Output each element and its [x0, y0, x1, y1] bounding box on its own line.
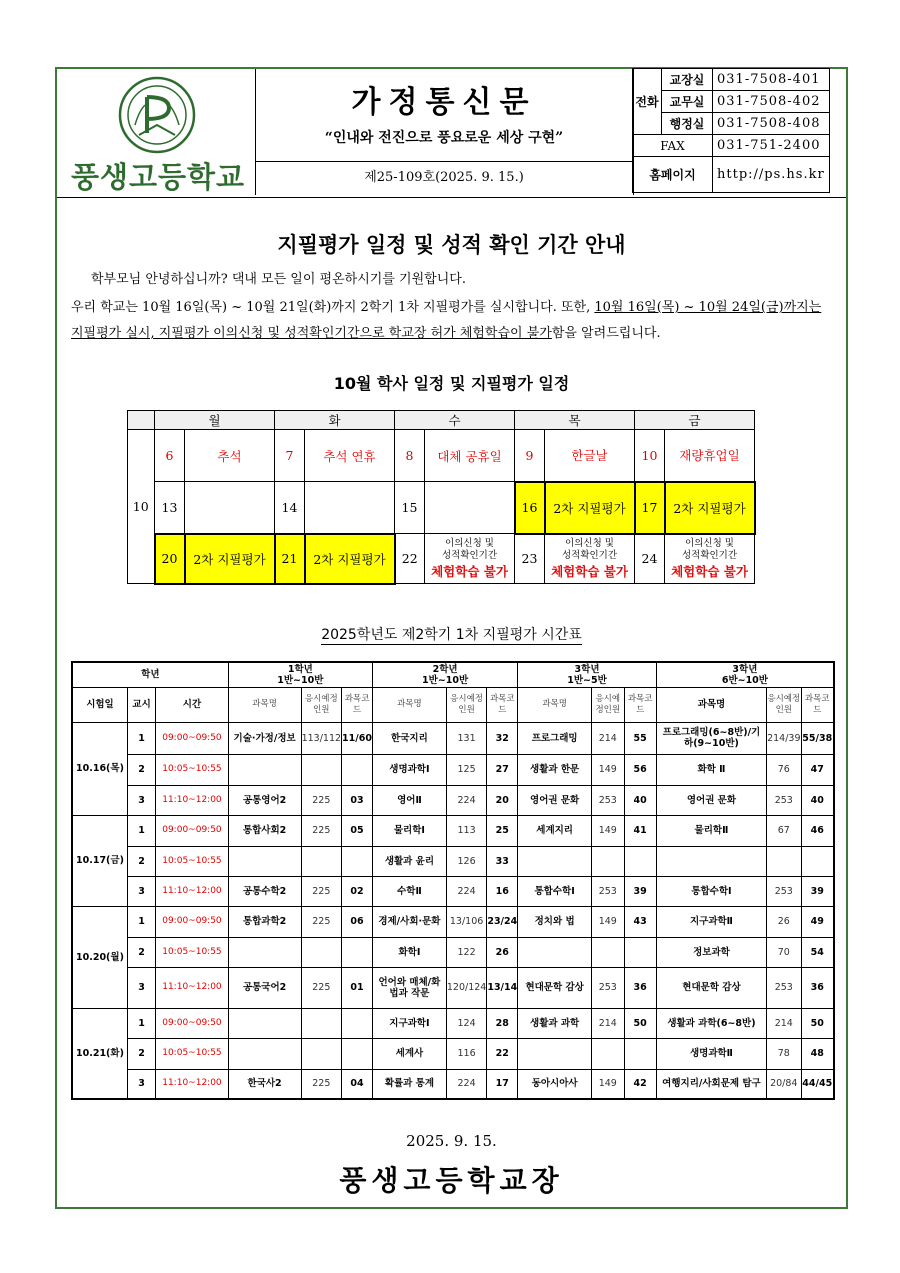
student-count: 253 — [592, 967, 625, 1008]
school-motto: “인내와 전진으로 풍요로운 세상 구현” — [324, 130, 564, 146]
subject-code: 22 — [487, 1038, 518, 1069]
no-trip-text: 체험학습 불가 — [551, 563, 628, 579]
table-row — [72, 1008, 834, 1038]
code-header: 과목코드 — [801, 687, 834, 722]
group-classes: 6반~10반 — [721, 674, 768, 686]
student-count: 78 — [767, 1038, 801, 1069]
student-count: 214 — [592, 722, 625, 754]
exam-time: 11:10~12:00 — [156, 1069, 228, 1099]
subject-name — [228, 754, 301, 785]
exam-event: 2차 지필평가 — [665, 482, 755, 534]
subject-header: 과목명 — [518, 687, 592, 722]
student-count: 120/124 — [446, 967, 486, 1008]
student-count: 214/39 — [767, 722, 801, 754]
subject-name: 한국지리 — [372, 722, 446, 754]
subject-name: 생활과 한문 — [518, 754, 592, 785]
subject-code: 43 — [624, 906, 656, 937]
no-trip-text: 체험학습 불가 — [431, 563, 508, 579]
subject-code: 33 — [487, 846, 518, 876]
subject-code: 02 — [342, 876, 373, 906]
subject-code — [342, 754, 373, 785]
group-header — [228, 662, 372, 687]
exam-time: 10:05~10:55 — [156, 754, 228, 785]
code-header: 과목코드 — [624, 687, 656, 722]
student-count: 214 — [592, 1008, 625, 1038]
table-row — [72, 785, 834, 815]
period-header: 교시 — [127, 687, 155, 722]
exam-time: 09:00~09:50 — [156, 815, 228, 846]
exam-date: 10.21(화) — [72, 1008, 127, 1099]
event — [185, 482, 275, 534]
student-count — [592, 846, 625, 876]
corner — [128, 411, 155, 430]
subject-code: 11/60 — [342, 722, 373, 754]
subject-name: 현대문학 감상 — [518, 967, 592, 1008]
student-count — [301, 754, 341, 785]
period: 2 — [127, 754, 155, 785]
subject-name: 경제/사회·문화 — [372, 906, 446, 937]
period: 3 — [127, 785, 155, 815]
underlined-text: 10월 16일(목) ~ 10월 24일(금)까지는 — [594, 300, 822, 315]
appeal-cell — [545, 534, 635, 584]
student-count: 125 — [446, 754, 486, 785]
notice-line-2 — [71, 295, 821, 321]
student-count: 20/84 — [767, 1069, 801, 1099]
exam-event: 2차 지필평가 — [305, 534, 395, 584]
table-row — [72, 937, 834, 967]
student-count: 149 — [592, 754, 625, 785]
greeting: 학부모님 안녕하십니까? 댁내 모든 일이 평온하시기를 기원합니다. — [91, 272, 466, 287]
table-row — [72, 967, 834, 1008]
subject-name: 물리학Ⅰ — [372, 815, 446, 846]
subject-code — [801, 846, 834, 876]
subject-name: 지구과학Ⅱ — [656, 906, 766, 937]
subject-name: 통합사회2 — [228, 815, 301, 846]
subject-code: 56 — [624, 754, 656, 785]
exam-date: 10.17(금) — [72, 815, 127, 906]
subject-name — [656, 846, 766, 876]
subject-name — [228, 937, 301, 967]
group-classes: 1반~5반 — [567, 674, 607, 686]
subject-name: 영어권 문화 — [518, 785, 592, 815]
student-count: 253 — [767, 967, 801, 1008]
subject-name: 생활과 과학(6~8반) — [656, 1008, 766, 1038]
date: 9 — [515, 430, 545, 482]
period: 2 — [127, 1038, 155, 1069]
code-header: 과목코드 — [487, 687, 518, 722]
count-header: 응시예정인원 — [446, 687, 486, 722]
group-grade: 3학년 — [574, 663, 600, 675]
subject-code: 36 — [801, 967, 834, 1008]
subject-name: 언어와 매체/화법과 작문 — [372, 967, 446, 1008]
group-grade: 2학년 — [432, 663, 458, 675]
subject-name: 지구과학Ⅰ — [372, 1008, 446, 1038]
student-count: 13/106 — [446, 906, 486, 937]
subject-name: 영어권 문화 — [656, 785, 766, 815]
title-cell — [255, 69, 634, 162]
group-header — [656, 662, 834, 687]
event — [305, 482, 395, 534]
period: 3 — [127, 876, 155, 906]
contact-label: 교장실 — [662, 69, 713, 91]
event — [425, 482, 515, 534]
student-count: 124 — [446, 1008, 486, 1038]
event: 추석 연휴 — [305, 430, 395, 482]
student-count: 253 — [767, 876, 801, 906]
subject-name: 프로그래밍 — [518, 722, 592, 754]
exam-time: 10:05~10:55 — [156, 1038, 228, 1069]
school-logo — [57, 69, 256, 195]
day-header: 목 — [515, 411, 635, 430]
subject-name: 공통국어2 — [228, 967, 301, 1008]
subject-code: 28 — [487, 1008, 518, 1038]
period: 3 — [127, 1069, 155, 1099]
date: 15 — [395, 482, 425, 534]
subject-code: 36 — [624, 967, 656, 1008]
subject-code: 48 — [801, 1038, 834, 1069]
subject-code: 16 — [487, 876, 518, 906]
event: 대체 공휴일 — [425, 430, 515, 482]
exam-time: 11:10~12:00 — [156, 876, 228, 906]
code-header: 과목코드 — [342, 687, 373, 722]
subject-code: 26 — [487, 937, 518, 967]
event: 재량휴업일 — [665, 430, 755, 482]
event: 한글날 — [545, 430, 635, 482]
subject-name: 생활과 윤리 — [372, 846, 446, 876]
grade-header: 학년 — [72, 662, 228, 687]
date: 7 — [275, 430, 305, 482]
student-count: 149 — [592, 815, 625, 846]
date-header: 시험일 — [72, 687, 127, 722]
student-count: 225 — [301, 876, 341, 906]
subject-code: 55 — [624, 722, 656, 754]
group-header — [518, 662, 657, 687]
date: 16 — [515, 482, 545, 534]
subject-code: 50 — [624, 1008, 656, 1038]
subject-code: 39 — [801, 876, 834, 906]
subject-header: 과목명 — [228, 687, 301, 722]
subject-name: 화학Ⅰ — [372, 937, 446, 967]
event: 추석 — [185, 430, 275, 482]
subject-code — [342, 846, 373, 876]
student-count: 149 — [592, 1069, 625, 1099]
underlined-text: 지필평가 실시, 지필평가 이의신청 및 성적확인기간으로 학교장 허가 체험학습이 불가 — [71, 326, 552, 341]
student-count: 253 — [592, 876, 625, 906]
appeal-text: 성적확인기간 — [441, 549, 498, 561]
contact-value: 031-7508-401 — [713, 69, 830, 91]
appeal-cell — [425, 534, 515, 584]
day-header: 화 — [275, 411, 395, 430]
subject-code: 54 — [801, 937, 834, 967]
subject-name: 프로그래밍(6~8반)/기하(9~10반) — [656, 722, 766, 754]
student-count: 126 — [446, 846, 486, 876]
period: 3 — [127, 967, 155, 1008]
exam-time: 10:05~10:55 — [156, 846, 228, 876]
subject-code: 01 — [342, 967, 373, 1008]
student-count — [301, 1038, 341, 1069]
subject-code: 20 — [487, 785, 518, 815]
student-count: 122 — [446, 937, 486, 967]
count-header: 응시예정인원 — [592, 687, 625, 722]
exam-event: 2차 지필평가 — [545, 482, 635, 534]
subject-code: 32 — [487, 722, 518, 754]
subject-name: 영어Ⅱ — [372, 785, 446, 815]
appeal-text: 성적확인기간 — [681, 549, 738, 561]
subject-name: 현대문학 감상 — [656, 967, 766, 1008]
appeal-cell — [665, 534, 755, 584]
student-count: 67 — [767, 815, 801, 846]
date: 21 — [275, 534, 305, 584]
subject-header: 과목명 — [372, 687, 446, 722]
count-header: 응시예정인원 — [767, 687, 801, 722]
subject-code: 46 — [801, 815, 834, 846]
subject-code: 03 — [342, 785, 373, 815]
appeal-text: 이의신청 및 — [445, 537, 494, 549]
exam-time: 11:10~12:00 — [156, 967, 228, 1008]
subject-code: 40 — [801, 785, 834, 815]
subject-code: 47 — [801, 754, 834, 785]
subject-code: 04 — [342, 1069, 373, 1099]
subject-code: 40 — [624, 785, 656, 815]
contact-value: 031-7508-408 — [713, 113, 830, 135]
student-count: 131 — [446, 722, 486, 754]
table-row — [72, 1038, 834, 1069]
subject-name: 한국사2 — [228, 1069, 301, 1099]
table-row — [72, 754, 834, 785]
subject-code — [342, 1008, 373, 1038]
exam-time: 10:05~10:55 — [156, 937, 228, 967]
date: 20 — [155, 534, 185, 584]
group-grade: 3학년 — [732, 663, 758, 675]
date: 22 — [395, 534, 425, 584]
subject-code: 50 — [801, 1008, 834, 1038]
subject-name: 수학Ⅱ — [372, 876, 446, 906]
subject-code: 13/14 — [487, 967, 518, 1008]
newsletter-title: 가정통신문 — [351, 85, 537, 120]
subject-name — [228, 1038, 301, 1069]
count-header: 응시예정인원 — [301, 687, 341, 722]
subject-code: 05 — [342, 815, 373, 846]
table-row — [72, 722, 834, 754]
table-row — [72, 1069, 834, 1099]
day-header: 수 — [395, 411, 515, 430]
subject-name: 생명과학Ⅱ — [656, 1038, 766, 1069]
student-count — [592, 937, 625, 967]
subject-name — [518, 937, 592, 967]
principal-signature: 풍생고등학교장 — [339, 1164, 564, 1197]
timetable-title — [57, 624, 846, 644]
student-count: 224 — [446, 876, 486, 906]
period: 2 — [127, 846, 155, 876]
subject-code: 49 — [801, 906, 834, 937]
subject-name — [228, 1008, 301, 1038]
subject-name: 확률과 통계 — [372, 1069, 446, 1099]
student-count — [767, 846, 801, 876]
contact-label: 교무실 — [662, 91, 713, 113]
subject-code: 23/24 — [487, 906, 518, 937]
date: 6 — [155, 430, 185, 482]
student-count: 214 — [767, 1008, 801, 1038]
subject-name: 세계지리 — [518, 815, 592, 846]
subject-name: 화학 Ⅱ — [656, 754, 766, 785]
phone-label: 전화 — [633, 69, 662, 135]
group-header — [372, 662, 517, 687]
school-name-logo: 풍생고등학교 — [70, 160, 246, 194]
subject-name: 여행지리/사회문제 탐구 — [656, 1069, 766, 1099]
date: 14 — [275, 482, 305, 534]
subject-code — [624, 1038, 656, 1069]
student-count: 113 — [446, 815, 486, 846]
homepage-label: 홈페이지 — [633, 157, 713, 193]
subject-code: 55/38 — [801, 722, 834, 754]
issue-number: 제25-109호(2025. 9. 15.) — [255, 161, 634, 195]
student-count: 76 — [767, 754, 801, 785]
subject-code: 44/45 — [801, 1069, 834, 1099]
appeal-text: 이의신청 및 — [565, 537, 614, 549]
exam-time: 09:00~09:50 — [156, 906, 228, 937]
student-count: 225 — [301, 785, 341, 815]
student-count — [301, 846, 341, 876]
student-count: 70 — [767, 937, 801, 967]
student-count: 225 — [301, 967, 341, 1008]
group-grade: 1학년 — [287, 663, 313, 675]
student-count — [592, 1038, 625, 1069]
notice-line-3 — [71, 321, 661, 347]
student-count: 225 — [301, 815, 341, 846]
subject-name: 생명과학Ⅰ — [372, 754, 446, 785]
date: 13 — [155, 482, 185, 534]
exam-timetable — [71, 661, 835, 1100]
subject-name: 동아시아사 — [518, 1069, 592, 1099]
day-header: 금 — [635, 411, 755, 430]
student-count: 224 — [446, 785, 486, 815]
period: 1 — [127, 815, 155, 846]
subject-name: 세계사 — [372, 1038, 446, 1069]
subject-name: 공통영어2 — [228, 785, 301, 815]
contact-value: 031-7508-402 — [713, 91, 830, 113]
text: 우리 학교는 10월 16일(목) ~ 10월 21일(화)까지 2학기 1차 지필평가를 실시합니다. 또한, — [71, 300, 595, 315]
subject-code: 42 — [624, 1069, 656, 1099]
fax-label: FAX — [633, 135, 713, 157]
subject-name: 정보과학 — [656, 937, 766, 967]
subject-code — [342, 1038, 373, 1069]
subject-code: 41 — [624, 815, 656, 846]
school-seal-icon — [117, 75, 197, 155]
contact-label: 행정실 — [662, 113, 713, 135]
student-count: 253 — [592, 785, 625, 815]
time-header: 시간 — [156, 687, 228, 722]
month-cell: 10 — [128, 430, 155, 584]
day-header: 월 — [155, 411, 275, 430]
contact-info — [633, 69, 846, 195]
exam-date: 10.20(월) — [72, 906, 127, 1008]
subject-code: 39 — [624, 876, 656, 906]
exam-time: 11:10~12:00 — [156, 785, 228, 815]
period: 1 — [127, 906, 155, 937]
table-row — [72, 906, 834, 937]
timetable-title-text: 2025학년도 제2학기 1차 지필평가 시간표 — [321, 627, 582, 643]
subject-name: 정치와 법 — [518, 906, 592, 937]
notice-title: 지필평가 일정 및 성적 확인 기간 안내 — [277, 233, 626, 257]
student-count: 26 — [767, 906, 801, 937]
subject-code: 25 — [487, 815, 518, 846]
subject-header: 과목명 — [656, 687, 766, 722]
subject-name — [518, 846, 592, 876]
appeal-text: 성적확인기간 — [561, 549, 618, 561]
october-calendar — [127, 410, 756, 585]
date: 17 — [635, 482, 665, 534]
exam-date: 10.16(목) — [72, 722, 127, 815]
subject-name — [518, 1038, 592, 1069]
homepage-link[interactable]: http://ps.hs.kr — [713, 157, 830, 193]
subject-name: 기술·가정/정보 — [228, 722, 301, 754]
no-trip-text: 체험학습 불가 — [671, 563, 748, 579]
table-row — [72, 876, 834, 906]
student-count — [301, 1008, 341, 1038]
subject-code: 17 — [487, 1069, 518, 1099]
subject-code — [624, 846, 656, 876]
subject-code: 27 — [487, 754, 518, 785]
student-count: 253 — [767, 785, 801, 815]
student-count — [301, 937, 341, 967]
student-count: 225 — [301, 1069, 341, 1099]
subject-name: 통합수학Ⅰ — [518, 876, 592, 906]
signature-date: 2025. 9. 15. — [406, 1132, 497, 1150]
period: 1 — [127, 1008, 155, 1038]
student-count: 225 — [301, 906, 341, 937]
subject-code: 06 — [342, 906, 373, 937]
appeal-text: 이의신청 및 — [685, 537, 734, 549]
student-count: 113/112 — [301, 722, 341, 754]
table-row — [72, 846, 834, 876]
date: 24 — [635, 534, 665, 584]
exam-time: 09:00~09:50 — [156, 722, 228, 754]
table-row — [72, 815, 834, 846]
subject-name: 통합과학2 — [228, 906, 301, 937]
subject-name: 공통수학2 — [228, 876, 301, 906]
group-classes: 1반~10반 — [277, 674, 324, 686]
calendar-title: 10월 학사 일정 및 지필평가 일정 — [333, 374, 570, 393]
subject-name — [228, 846, 301, 876]
group-classes: 1반~10반 — [422, 674, 469, 686]
period: 1 — [127, 722, 155, 754]
exam-time: 09:00~09:50 — [156, 1008, 228, 1038]
date: 8 — [395, 430, 425, 482]
header — [57, 69, 846, 198]
period: 2 — [127, 937, 155, 967]
text: 함을 알려드립니다. — [551, 326, 661, 341]
subject-code — [624, 937, 656, 967]
fax-value: 031-751-2400 — [713, 135, 830, 157]
student-count: 149 — [592, 906, 625, 937]
subject-name: 물리학Ⅱ — [656, 815, 766, 846]
student-count: 224 — [446, 1069, 486, 1099]
subject-name: 생활과 과학 — [518, 1008, 592, 1038]
date: 23 — [515, 534, 545, 584]
date: 10 — [635, 430, 665, 482]
student-count: 116 — [446, 1038, 486, 1069]
exam-event: 2차 지필평가 — [185, 534, 275, 584]
subject-name: 통합수학Ⅰ — [656, 876, 766, 906]
subject-code — [342, 937, 373, 967]
newsletter-frame — [55, 67, 848, 1209]
